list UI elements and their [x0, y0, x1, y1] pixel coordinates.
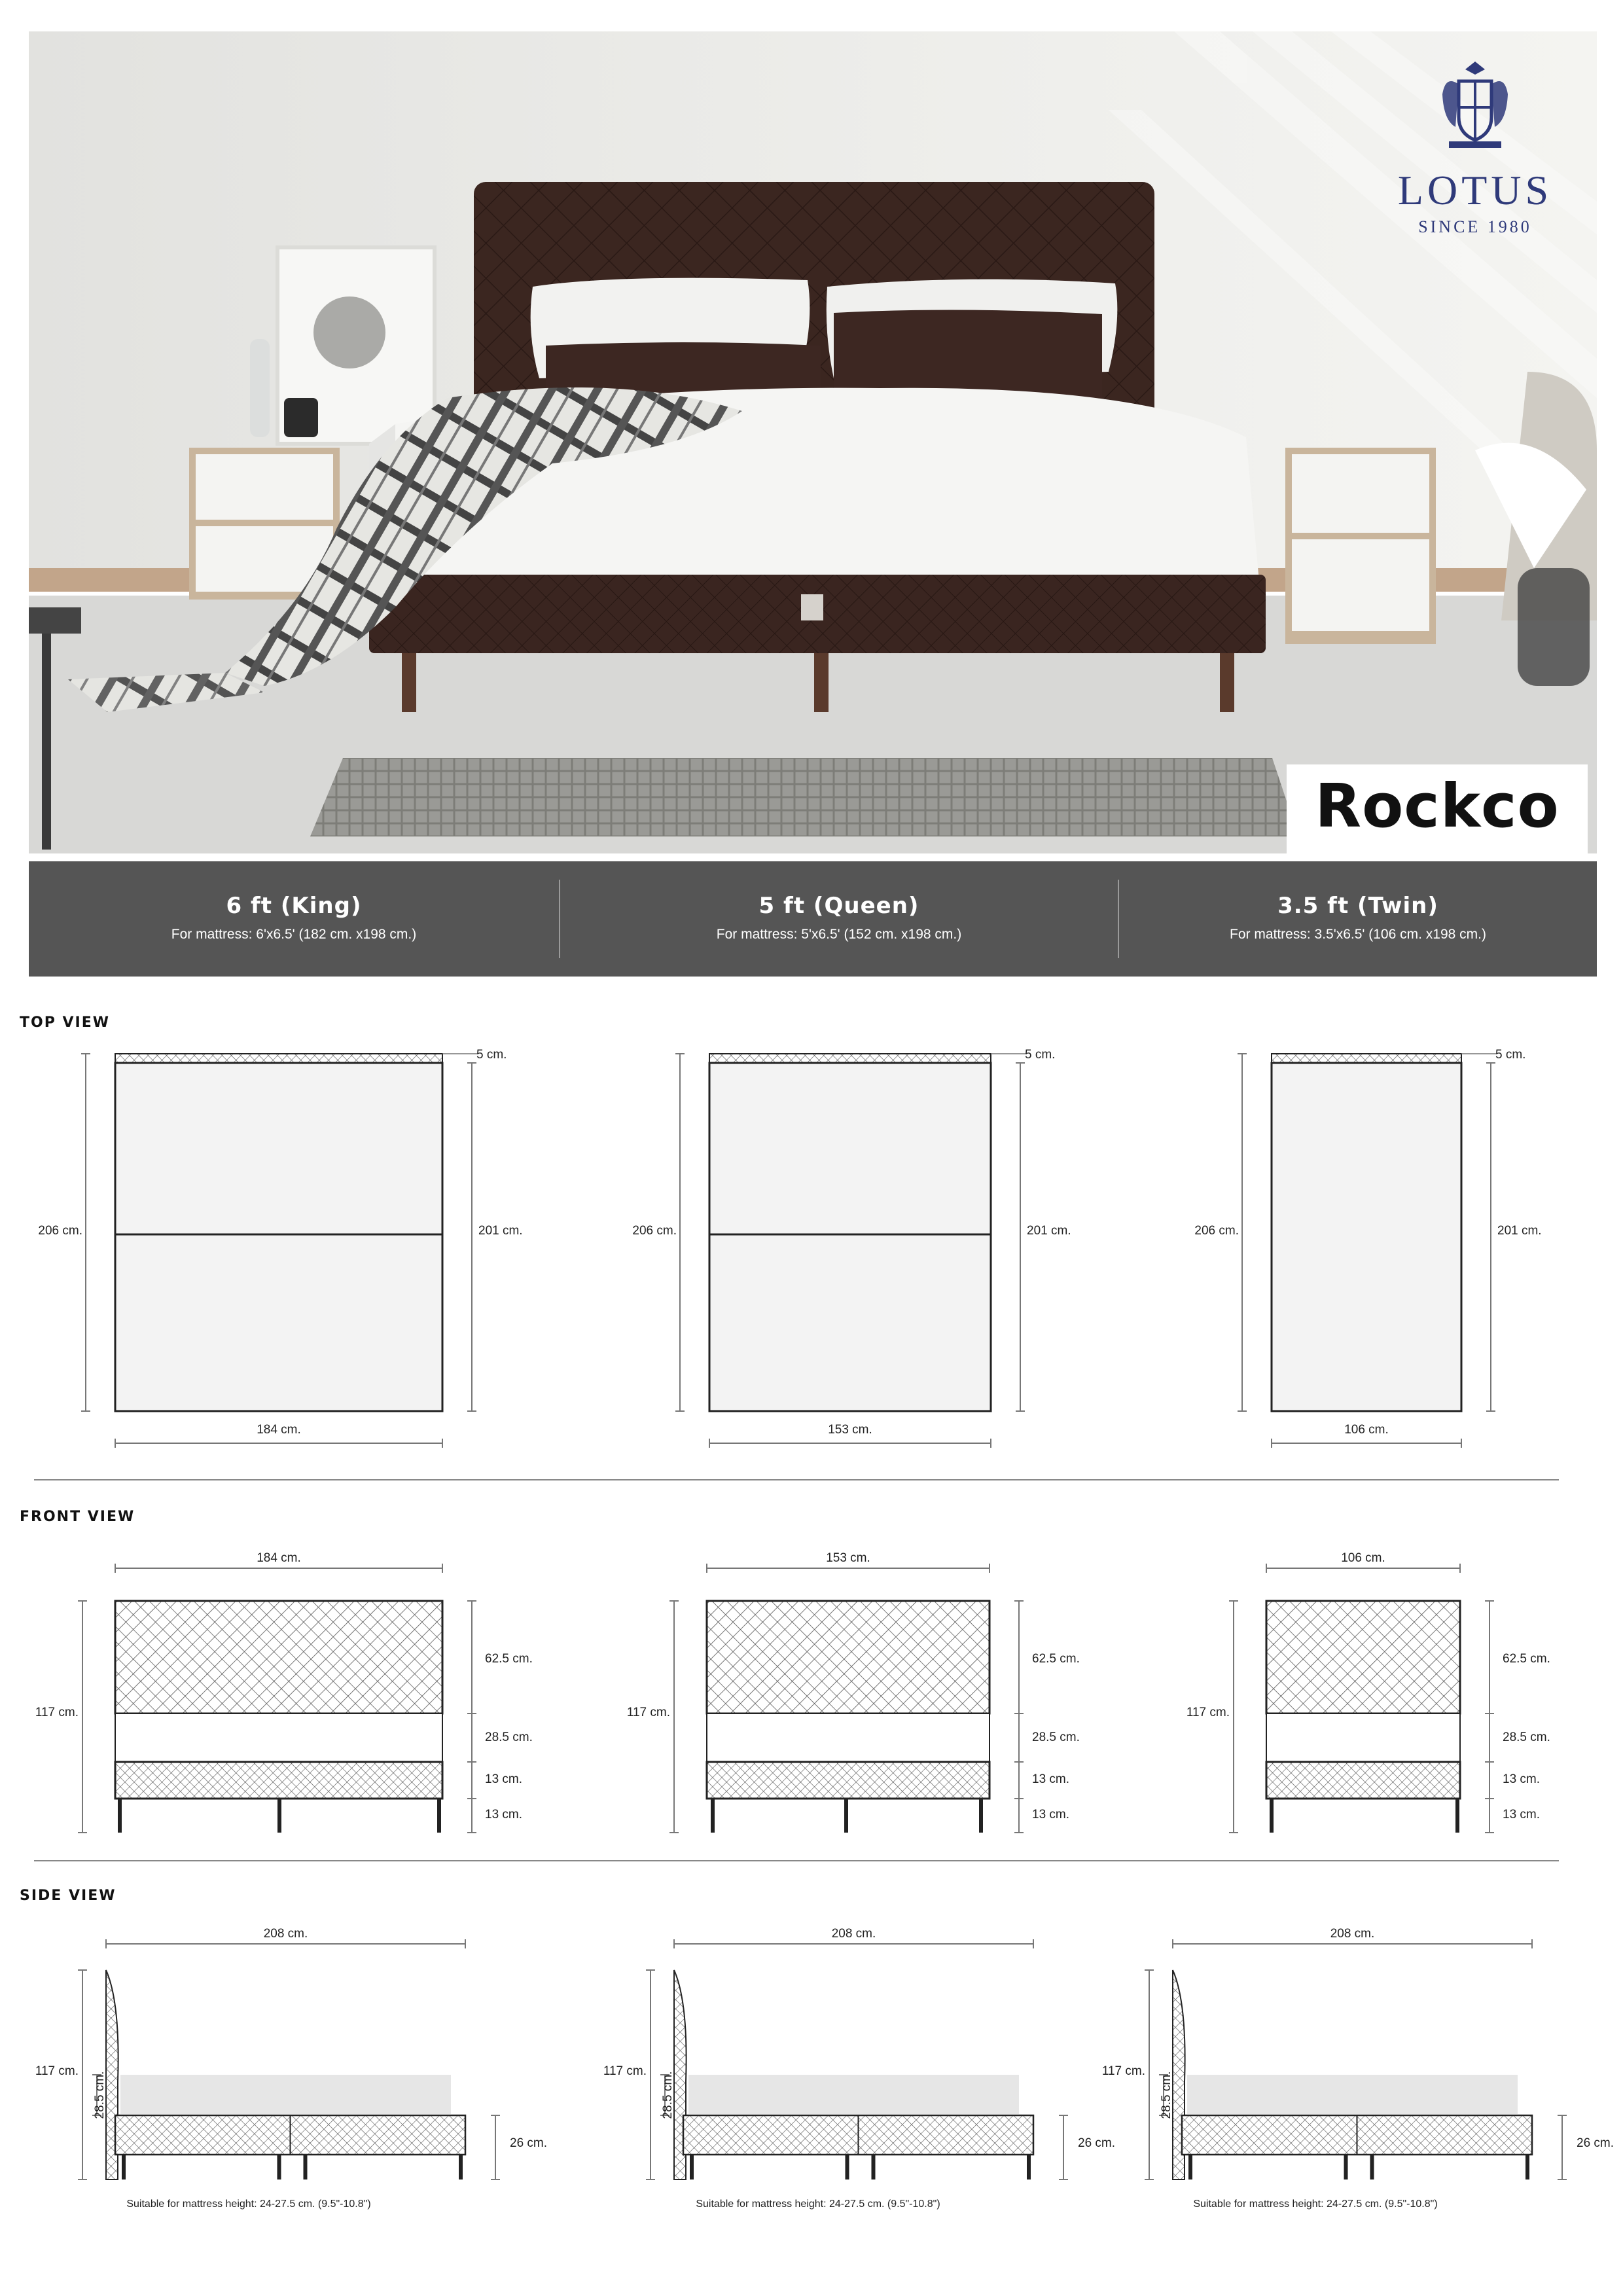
front-gap: [1266, 1713, 1460, 1762]
side-leg: [846, 2155, 849, 2179]
dimension-label: 13 cm.: [1032, 1808, 1070, 1821]
dimension-label: 117 cm.: [35, 1706, 79, 1719]
dimension-label: 206 cm.: [1194, 1224, 1239, 1238]
front-leg: [844, 1799, 848, 1833]
section-title-front-view: FRONT VIEW: [20, 1509, 135, 1525]
front-leg: [979, 1799, 983, 1833]
dimension-label: 106 cm.: [1344, 1423, 1389, 1437]
dimension-label: 28.5 cm.: [1032, 1731, 1080, 1744]
top-headboard: [1272, 1054, 1461, 1063]
side-leg: [459, 2155, 463, 2179]
front-view-group: [35, 1551, 1550, 1833]
side-view-drawing: [1102, 1927, 1614, 2210]
dimension-label: 62.5 cm.: [485, 1652, 533, 1666]
side-leg: [122, 2155, 126, 2179]
size-title: 5 ft (Queen): [758, 893, 919, 919]
mattress-height-note: Suitable for mattress height: 24-27.5 cm. (9.5"-10.8"): [696, 2198, 940, 2210]
front-leg: [118, 1799, 122, 1833]
front-leg: [711, 1799, 715, 1833]
dimension-label: 62.5 cm.: [1032, 1652, 1080, 1666]
top-mattress: [115, 1063, 442, 1411]
front-base: [115, 1762, 442, 1799]
size-subtitle: For mattress: 6'x6.5' (182 cm. x198 cm.): [171, 927, 417, 942]
dimension-label: 5 cm.: [1495, 1048, 1526, 1062]
side-leg: [277, 2155, 281, 2179]
dimension-label: 28.5 cm.: [1503, 1731, 1550, 1744]
dimension-label: 184 cm.: [257, 1423, 301, 1437]
brand-since: SINCE 1980: [1418, 217, 1532, 236]
size-title: 6 ft (King): [226, 893, 362, 919]
dimension-label: 62.5 cm.: [1503, 1652, 1550, 1666]
dimension-label: 5 cm.: [1025, 1048, 1056, 1062]
top-view-drawing: [38, 1048, 522, 1448]
front-view-drawing: [35, 1551, 533, 1833]
front-headboard: [115, 1601, 442, 1713]
side-mattress: [688, 2075, 1019, 2114]
side-view-drawing: [603, 1927, 1115, 2210]
front-leg: [1455, 1799, 1459, 1833]
dimension-label: 106 cm.: [1341, 1551, 1385, 1565]
side-leg: [872, 2155, 876, 2179]
side-leg: [1027, 2155, 1031, 2179]
dimension-label: 184 cm.: [257, 1551, 301, 1565]
dimension-label: 28.5 cm.: [661, 2071, 675, 2119]
dimension-label: 201 cm.: [1027, 1224, 1071, 1238]
front-base: [707, 1762, 990, 1799]
side-leg: [1370, 2155, 1374, 2179]
dimension-label: 26 cm.: [1078, 2136, 1116, 2150]
top-mattress: [709, 1063, 991, 1411]
front-headboard: [1266, 1601, 1460, 1713]
dimension-label: 13 cm.: [485, 1808, 523, 1821]
dimension-label: 117 cm.: [35, 2064, 79, 2078]
side-leg: [1188, 2155, 1192, 2179]
dimension-label: 153 cm.: [828, 1423, 872, 1437]
side-view-group: [35, 1927, 1614, 2210]
front-leg: [1270, 1799, 1274, 1833]
top-mattress: [1272, 1063, 1461, 1411]
dimension-label: 28.5 cm.: [93, 2071, 107, 2119]
dimension-label: 117 cm.: [1101, 2064, 1145, 2078]
front-leg: [437, 1799, 441, 1833]
side-view-drawing: [35, 1927, 547, 2210]
dimension-label: 26 cm.: [510, 2136, 548, 2150]
front-view-drawing: [627, 1551, 1080, 1833]
dimension-label: 26 cm.: [1577, 2136, 1614, 2150]
dimension-label: 153 cm.: [826, 1551, 870, 1565]
side-leg: [690, 2155, 694, 2179]
dimension-label: 117 cm.: [1186, 1706, 1230, 1719]
side-leg: [1344, 2155, 1348, 2179]
front-base: [1266, 1762, 1460, 1799]
section-title-side-view: SIDE VIEW: [20, 1888, 116, 1904]
size-subtitle: For mattress: 3.5'x6.5' (106 cm. x198 cm.): [1230, 927, 1486, 942]
side-mattress: [120, 2075, 451, 2114]
dimension-label: 208 cm.: [1330, 1927, 1375, 1941]
mattress-height-note: Suitable for mattress height: 24-27.5 cm. (9.5"-10.8"): [126, 2198, 371, 2210]
top-headboard: [115, 1054, 442, 1063]
dimension-label: 201 cm.: [1497, 1224, 1542, 1238]
dimension-label: 13 cm.: [1503, 1772, 1541, 1786]
dimension-label: 206 cm.: [632, 1224, 677, 1238]
section-title-top-view: TOP VIEW: [20, 1014, 110, 1031]
size-title: 3.5 ft (Twin): [1277, 893, 1438, 919]
side-mattress: [1187, 2075, 1518, 2114]
front-leg: [277, 1799, 281, 1833]
front-headboard: [707, 1601, 990, 1713]
dimension-label: 13 cm.: [485, 1772, 523, 1786]
dimension-label: 13 cm.: [1032, 1772, 1070, 1786]
size-subtitle: For mattress: 5'x6.5' (152 cm. x198 cm.): [716, 927, 962, 942]
front-view-drawing: [1186, 1551, 1550, 1833]
dimension-label: 28.5 cm.: [1160, 2071, 1173, 2119]
dimension-label: 201 cm.: [478, 1224, 523, 1238]
dimension-label: 28.5 cm.: [485, 1731, 533, 1744]
dimension-label: 5 cm.: [476, 1048, 507, 1062]
top-view-drawing: [1194, 1048, 1541, 1448]
side-leg: [1525, 2155, 1529, 2179]
dimension-label: 208 cm.: [831, 1927, 876, 1941]
top-headboard: [709, 1054, 991, 1063]
mattress-height-note: Suitable for mattress height: 24-27.5 cm. (9.5"-10.8"): [1193, 2198, 1438, 2210]
brand-name: LOTUS: [1397, 167, 1553, 213]
top-view-drawing: [632, 1048, 1071, 1448]
front-gap: [115, 1713, 442, 1762]
dimension-label: 117 cm.: [626, 1706, 670, 1719]
dimension-label: 206 cm.: [38, 1224, 82, 1238]
dimension-label: 13 cm.: [1503, 1808, 1541, 1821]
side-leg: [304, 2155, 308, 2179]
top-view-group: [38, 1048, 1541, 1448]
front-gap: [707, 1713, 990, 1762]
product-name: Rockco: [1315, 771, 1560, 841]
dimension-label: 117 cm.: [603, 2064, 647, 2078]
dimension-label: 208 cm.: [263, 1927, 308, 1941]
